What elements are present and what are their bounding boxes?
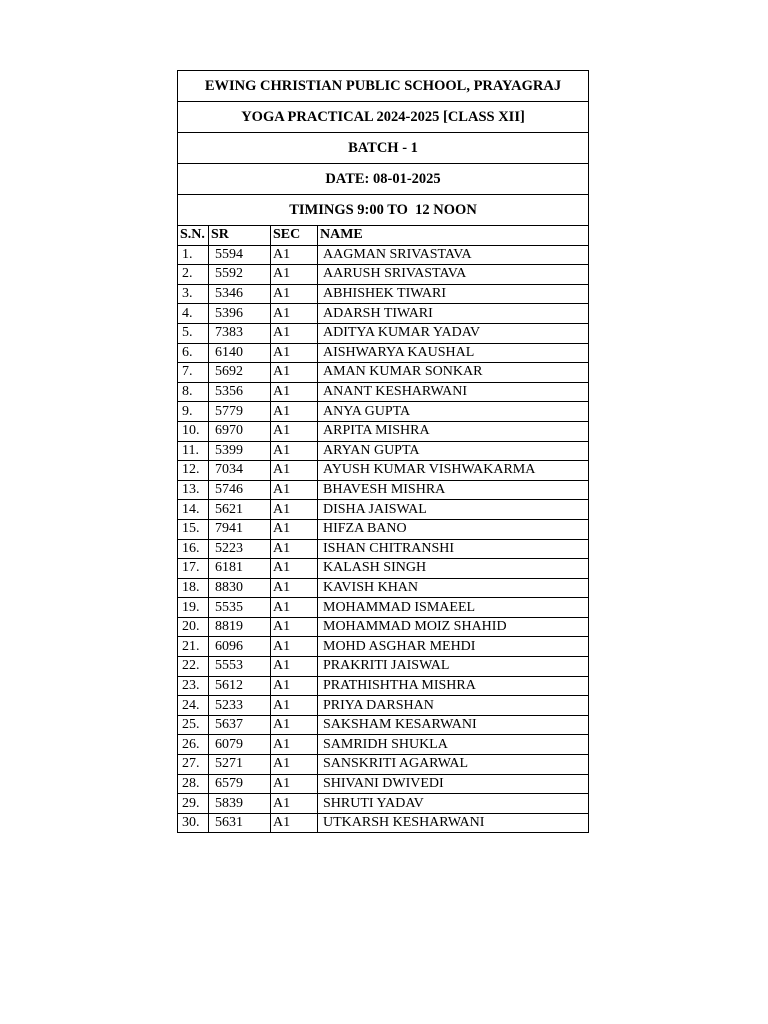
- table-row: [178, 245, 589, 265]
- row-sr-cell: 5346: [209, 284, 271, 304]
- row-sn-cell: 10.: [178, 421, 209, 441]
- row-sn-cell: 20.: [178, 617, 209, 637]
- row-name-cell: MOHD ASGHAR MEHDI: [318, 637, 589, 657]
- row-sn-cell: 25.: [178, 715, 209, 735]
- row-name-cell: PRAKRITI JAISWAL: [318, 657, 589, 677]
- row-sec-cell: A1: [271, 676, 318, 696]
- row-sr-cell: 5612: [209, 676, 271, 696]
- batch-row: [178, 133, 589, 164]
- row-sn-cell: 12.: [178, 461, 209, 481]
- row-sr-cell: 6096: [209, 637, 271, 657]
- table-row: [178, 774, 589, 794]
- date-label: DATE: 08-01-2025: [178, 164, 589, 195]
- row-sn-cell: 30.: [178, 813, 209, 833]
- table-row: [178, 323, 589, 343]
- row-sec-cell: A1: [271, 637, 318, 657]
- row-name-cell: ANYA GUPTA: [318, 402, 589, 422]
- row-sec-cell: A1: [271, 265, 318, 285]
- student-list-table: [177, 70, 589, 833]
- table-row: [178, 402, 589, 422]
- table-row: [178, 735, 589, 755]
- table-row: [178, 421, 589, 441]
- row-name-cell: ARYAN GUPTA: [318, 441, 589, 461]
- row-sec-cell: A1: [271, 519, 318, 539]
- row-sr-cell: 5553: [209, 657, 271, 677]
- row-sr-cell: 5779: [209, 402, 271, 422]
- row-sr-cell: 8819: [209, 617, 271, 637]
- table-row: [178, 578, 589, 598]
- row-sr-cell: 6970: [209, 421, 271, 441]
- row-name-cell: AMAN KUMAR SONKAR: [318, 363, 589, 383]
- row-name-cell: ARPITA MISHRA: [318, 421, 589, 441]
- table-row: [178, 343, 589, 363]
- table-row: [178, 715, 589, 735]
- row-sr-cell: 5631: [209, 813, 271, 833]
- table-row: [178, 441, 589, 461]
- row-sr-cell: 5396: [209, 304, 271, 324]
- row-name-cell: KAVISH KHAN: [318, 578, 589, 598]
- row-sr-cell: 5621: [209, 500, 271, 520]
- row-sr-cell: 5839: [209, 794, 271, 814]
- row-sr-cell: 5692: [209, 363, 271, 383]
- row-sn-cell: 6.: [178, 343, 209, 363]
- row-sr-cell: 6079: [209, 735, 271, 755]
- row-sec-cell: A1: [271, 617, 318, 637]
- row-sn-cell: 29.: [178, 794, 209, 814]
- row-sec-cell: A1: [271, 363, 318, 383]
- row-sec-cell: A1: [271, 323, 318, 343]
- table-row: [178, 813, 589, 833]
- row-name-cell: SAKSHAM KESARWANI: [318, 715, 589, 735]
- row-sn-cell: 16.: [178, 539, 209, 559]
- column-header-row: [178, 226, 589, 246]
- table-row: [178, 559, 589, 579]
- table-row: [178, 637, 589, 657]
- row-sec-cell: A1: [271, 284, 318, 304]
- row-sec-cell: A1: [271, 500, 318, 520]
- row-sec-cell: A1: [271, 696, 318, 716]
- school-name: EWING CHRISTIAN PUBLIC SCHOOL, PRAYAGRAJ: [178, 71, 589, 102]
- exam-title: YOGA PRACTICAL 2024-2025 [CLASS XII]: [178, 102, 589, 133]
- row-sec-cell: A1: [271, 343, 318, 363]
- row-name-cell: AISHWARYA KAUSHAL: [318, 343, 589, 363]
- row-sn-cell: 17.: [178, 559, 209, 579]
- row-sn-cell: 19.: [178, 598, 209, 618]
- row-sr-cell: 7034: [209, 461, 271, 481]
- row-name-cell: UTKARSH KESHARWANI: [318, 813, 589, 833]
- row-sn-cell: 21.: [178, 637, 209, 657]
- row-sn-cell: 13.: [178, 480, 209, 500]
- timings-label: TIMINGS 9:00 TO 12 NOON: [178, 195, 589, 226]
- row-sr-cell: 5637: [209, 715, 271, 735]
- table-row: [178, 480, 589, 500]
- row-sec-cell: A1: [271, 304, 318, 324]
- exam-title-row: [178, 102, 589, 133]
- column-header-sr: SR: [209, 226, 271, 246]
- row-sr-cell: 5271: [209, 755, 271, 775]
- row-name-cell: AYUSH KUMAR VISHWAKARMA: [318, 461, 589, 481]
- row-name-cell: PRIYA DARSHAN: [318, 696, 589, 716]
- row-name-cell: AAGMAN SRIVASTAVA: [318, 245, 589, 265]
- table-row: [178, 265, 589, 285]
- row-sr-cell: 5356: [209, 382, 271, 402]
- row-name-cell: ANANT KESHARWANI: [318, 382, 589, 402]
- table-row: [178, 519, 589, 539]
- row-sn-cell: 2.: [178, 265, 209, 285]
- row-sr-cell: 5535: [209, 598, 271, 618]
- row-sr-cell: 5594: [209, 245, 271, 265]
- row-sec-cell: A1: [271, 794, 318, 814]
- row-sn-cell: 8.: [178, 382, 209, 402]
- table-row: [178, 461, 589, 481]
- table-row: [178, 617, 589, 637]
- row-sr-cell: 7383: [209, 323, 271, 343]
- row-name-cell: MOHAMMAD MOIZ SHAHID: [318, 617, 589, 637]
- row-sr-cell: 6140: [209, 343, 271, 363]
- row-name-cell: SHIVANI DWIVEDI: [318, 774, 589, 794]
- row-name-cell: SAMRIDH SHUKLA: [318, 735, 589, 755]
- row-sn-cell: 14.: [178, 500, 209, 520]
- row-sec-cell: A1: [271, 441, 318, 461]
- row-sec-cell: A1: [271, 774, 318, 794]
- table-row: [178, 794, 589, 814]
- timings-row: [178, 195, 589, 226]
- row-sn-cell: 1.: [178, 245, 209, 265]
- row-name-cell: KALASH SINGH: [318, 559, 589, 579]
- table-row: [178, 539, 589, 559]
- row-sr-cell: 6579: [209, 774, 271, 794]
- row-sec-cell: A1: [271, 539, 318, 559]
- row-sec-cell: A1: [271, 715, 318, 735]
- row-sec-cell: A1: [271, 598, 318, 618]
- row-name-cell: PRATHISHTHA MISHRA: [318, 676, 589, 696]
- row-sec-cell: A1: [271, 813, 318, 833]
- table-row: [178, 676, 589, 696]
- row-name-cell: ADITYA KUMAR YADAV: [318, 323, 589, 343]
- row-sec-cell: A1: [271, 755, 318, 775]
- row-name-cell: ADARSH TIWARI: [318, 304, 589, 324]
- table-row: [178, 500, 589, 520]
- row-name-cell: MOHAMMAD ISMAEEL: [318, 598, 589, 618]
- row-sec-cell: A1: [271, 657, 318, 677]
- row-sn-cell: 11.: [178, 441, 209, 461]
- row-sec-cell: A1: [271, 578, 318, 598]
- column-header-sec: SEC: [271, 226, 318, 246]
- school-name-row: [178, 71, 589, 102]
- column-header-sn: S.N.: [178, 226, 209, 246]
- row-sn-cell: 4.: [178, 304, 209, 324]
- table-row: [178, 304, 589, 324]
- table-row: [178, 598, 589, 618]
- row-sn-cell: 5.: [178, 323, 209, 343]
- date-row: [178, 164, 589, 195]
- row-sr-cell: 5592: [209, 265, 271, 285]
- table-row: [178, 657, 589, 677]
- row-sr-cell: 5399: [209, 441, 271, 461]
- table-row: [178, 755, 589, 775]
- row-sec-cell: A1: [271, 461, 318, 481]
- row-sec-cell: A1: [271, 735, 318, 755]
- batch-label: BATCH - 1: [178, 133, 589, 164]
- row-sn-cell: 22.: [178, 657, 209, 677]
- row-name-cell: AARUSH SRIVASTAVA: [318, 265, 589, 285]
- row-sr-cell: 7941: [209, 519, 271, 539]
- column-header-name: NAME: [318, 226, 589, 246]
- row-sr-cell: 6181: [209, 559, 271, 579]
- row-sn-cell: 9.: [178, 402, 209, 422]
- table-row: [178, 696, 589, 716]
- row-sec-cell: A1: [271, 245, 318, 265]
- row-sr-cell: 5233: [209, 696, 271, 716]
- row-sec-cell: A1: [271, 421, 318, 441]
- row-sec-cell: A1: [271, 480, 318, 500]
- table-body: [178, 71, 589, 833]
- row-sn-cell: 28.: [178, 774, 209, 794]
- row-name-cell: SANSKRITI AGARWAL: [318, 755, 589, 775]
- row-sn-cell: 26.: [178, 735, 209, 755]
- table-row: [178, 382, 589, 402]
- row-name-cell: ABHISHEK TIWARI: [318, 284, 589, 304]
- row-sr-cell: 8830: [209, 578, 271, 598]
- row-name-cell: SHRUTI YADAV: [318, 794, 589, 814]
- table-row: [178, 363, 589, 383]
- row-sr-cell: 5223: [209, 539, 271, 559]
- row-name-cell: BHAVESH MISHRA: [318, 480, 589, 500]
- row-name-cell: HIFZA BANO: [318, 519, 589, 539]
- row-sn-cell: 27.: [178, 755, 209, 775]
- row-sec-cell: A1: [271, 402, 318, 422]
- row-name-cell: DISHA JAISWAL: [318, 500, 589, 520]
- table-row: [178, 284, 589, 304]
- row-sec-cell: A1: [271, 559, 318, 579]
- row-sec-cell: A1: [271, 382, 318, 402]
- row-sn-cell: 3.: [178, 284, 209, 304]
- row-sn-cell: 18.: [178, 578, 209, 598]
- row-sn-cell: 15.: [178, 519, 209, 539]
- row-sr-cell: 5746: [209, 480, 271, 500]
- row-sn-cell: 24.: [178, 696, 209, 716]
- row-name-cell: ISHAN CHITRANSHI: [318, 539, 589, 559]
- row-sn-cell: 23.: [178, 676, 209, 696]
- row-sn-cell: 7.: [178, 363, 209, 383]
